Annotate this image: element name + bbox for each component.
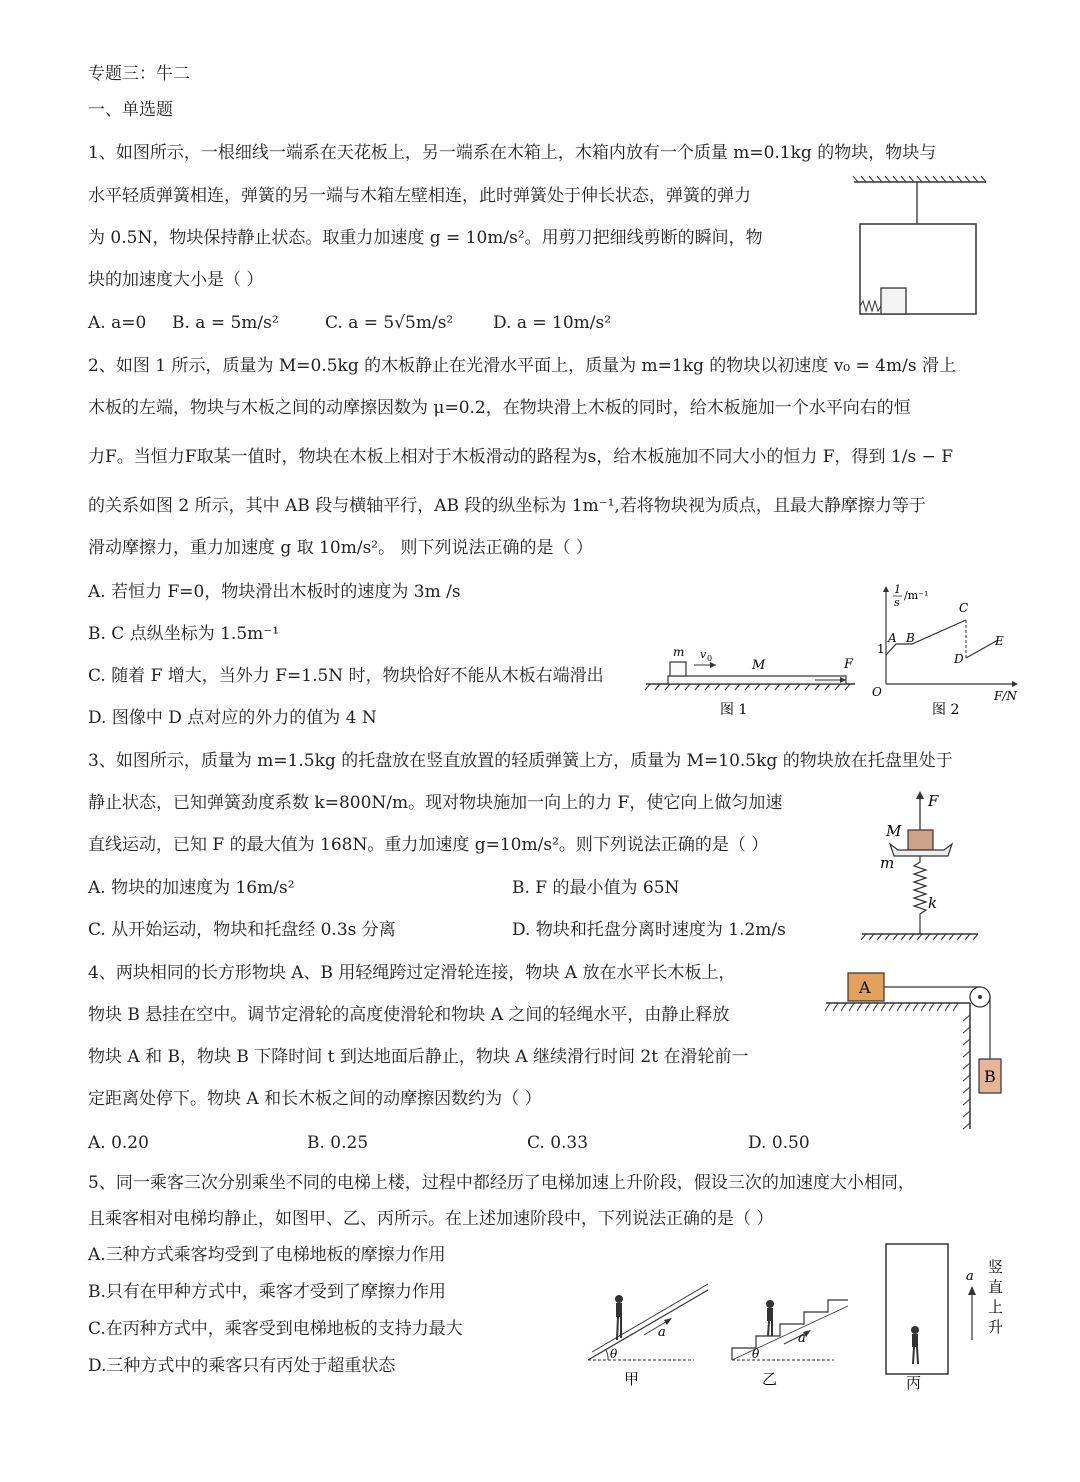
q3-spring-tray-figure — [860, 786, 990, 944]
q1-option-d: D. a = 10m/s² — [493, 313, 612, 333]
q2-line5: 滑动摩擦力，重力加速度 g 取 10m/s²。 则下列说法正确的是（ ） — [88, 538, 593, 558]
q1-line3: 为 0.5N，物块保持静止状态。取重力加速度 g = 10m/s²。用剪刀把细线剪断的瞬间，物 — [88, 228, 763, 248]
q2-option-c: C. 随着 F 增大，当外力 F=1.5N 时，物块恰好不能从木板右端滑出 — [88, 666, 604, 686]
q3-line3: 直线运动，已知 F 的最大值为 168N。重力加速度 g=10m/s²。则下列说法正确的是（ ） — [88, 835, 769, 855]
svg-text:1: 1 — [877, 642, 885, 656]
svg-text:/m⁻¹: /m⁻¹ — [904, 589, 929, 602]
svg-text:甲: 甲 — [624, 1370, 640, 1388]
svg-text:v: v — [700, 648, 707, 661]
q3-option-b: B. F 的最小值为 65N — [512, 878, 680, 898]
page-title: 专题三：牛二 — [88, 64, 190, 84]
q5-option-b: B.只有在甲种方式中，乘客才受到了摩擦力作用 — [88, 1282, 446, 1302]
svg-text:A: A — [888, 631, 897, 645]
q2-option-d: D. 图像中 D 点对应的外力的值为 4 N — [88, 708, 377, 728]
q4-line4: 定距离处停下。物块 A 和长木板之间的动摩擦因数约为（ ） — [88, 1089, 542, 1109]
spring — [914, 856, 926, 934]
escalator-jia — [588, 1284, 708, 1388]
q4-pulley-figure — [822, 965, 1004, 1135]
q2-line4: 的关系如图 2 所示，其中 AB 段与横轴平行，AB 段的纵坐标为 1m⁻¹,若将物块视为质点，且最大静摩擦力等于 — [88, 496, 926, 516]
q3-option-d: D. 物块和托盘分离时速度为 1.2m/s — [512, 920, 786, 940]
spring — [860, 301, 881, 311]
q3-line2: 静止状态，已知弹簧劲度系数 k=800N/m。现对物块施加一向上的力 F，使它向上做匀加速 — [88, 793, 783, 813]
elevator-bing — [886, 1244, 1003, 1390]
q5-option-d: D.三种方式中的乘客只有丙处于超重状态 — [88, 1356, 396, 1376]
svg-text:乙: 乙 — [762, 1370, 778, 1388]
svg-text:F: F — [928, 792, 939, 810]
svg-text:a: a — [658, 1325, 666, 1340]
q3-option-a: A. 物块的加速度为 16m/s² — [88, 878, 295, 898]
q4-option-b: B. 0.25 — [307, 1133, 369, 1153]
svg-text:a: a — [966, 1269, 974, 1284]
q1-option-a: A. a=0 — [88, 313, 147, 333]
q1-option-b: B. a = 5m/s² — [172, 313, 279, 333]
q5-line2: 且乘客相对电梯均静止，如图甲、乙、丙所示。在上述加速阶段中，下列说法正确的是（ ） — [88, 1209, 774, 1229]
svg-text:0: 0 — [707, 654, 713, 663]
svg-text:F/N: F/N — [994, 689, 1017, 703]
svg-text:D: D — [954, 652, 964, 666]
svg-text:m: m — [880, 854, 895, 872]
svg-text:图 2: 图 2 — [932, 702, 960, 718]
q3-line1: 3、如图所示，质量为 m=1.5kg 的托盘放在竖直放置的轻质弹簧上方，质量为 M=10.5kg 的物块放在托盘里处于 — [88, 751, 953, 771]
q2-option-a: A. 若恒力 F=0，物块滑出木板时的速度为 3m /s — [88, 582, 461, 602]
q2-option-b: B. C 点纵坐标为 1.5m⁻¹ — [88, 624, 280, 644]
q1-line1: 1、如图所示，一根细线一端系在天花板上，另一端系在木箱上，木箱内放有一个质量 m=0.1kg 的物块，物块与 — [88, 143, 937, 163]
block — [670, 662, 686, 676]
q3-option-c: C. 从开始运动，物块和托盘经 0.3s 分离 — [88, 920, 396, 940]
svg-text:O: O — [872, 685, 882, 699]
svg-text:C: C — [959, 601, 969, 615]
q5-elevators-figure — [584, 1240, 1014, 1390]
q5-line1: 5、同一乘客三次分别乘坐不同的电梯上楼，过程中都经历了电梯加速上升阶段，假设三次的加速度大小相同， — [88, 1173, 915, 1193]
svg-text:F: F — [844, 657, 854, 672]
svg-text:1: 1 — [894, 583, 901, 596]
svg-text:s: s — [894, 596, 900, 609]
block — [881, 288, 906, 314]
svg-text:B: B — [984, 1067, 996, 1086]
q2-figure1 — [640, 640, 865, 722]
svg-text:a: a — [798, 1331, 806, 1346]
svg-text:M: M — [752, 658, 766, 673]
q4-option-c: C. 0.33 — [527, 1133, 589, 1153]
svg-text:竖: 竖 — [988, 1258, 1004, 1276]
svg-text:直: 直 — [988, 1278, 1004, 1296]
svg-text:M: M — [886, 822, 902, 840]
escalator-yi — [732, 1300, 848, 1388]
q4-option-a: A. 0.20 — [88, 1133, 149, 1153]
q1-box-figure — [850, 172, 990, 322]
svg-text:A: A — [859, 978, 871, 997]
q5-option-c: C.在丙种方式中，乘客受到电梯地板的支持力最大 — [88, 1319, 463, 1339]
wooden-box — [860, 224, 976, 314]
q2-line2: 木板的左端，物块与木板之间的动摩擦因数为 μ=0.2，在物块滑上木板的同时，给木板施加一个水平向右的恒 — [88, 398, 911, 418]
q5-option-a: A.三种方式乘客均受到了电梯地板的摩擦力作用 — [88, 1245, 446, 1265]
svg-text:m: m — [673, 645, 685, 659]
svg-text:上: 上 — [988, 1298, 1004, 1316]
q2-line3: 力F。当恒力F取某一值时，物块在木板上相对于木板滑动的路程为s，给木板施加不同大小的恒力 F，得到 1/s − F — [88, 447, 954, 467]
q1-line2: 水平轻质弹簧相连，弹簧的另一端与木箱左壁相连，此时弹簧处于伸长状态，弹簧的弹力 — [88, 186, 751, 206]
svg-text:丙: 丙 — [906, 1374, 922, 1390]
svg-text:k: k — [928, 894, 938, 912]
q1-line4: 块的加速度大小是（ ） — [88, 270, 264, 290]
svg-text:θ: θ — [610, 1347, 618, 1361]
svg-text:B: B — [906, 631, 915, 645]
block-M — [908, 830, 933, 850]
svg-text:E: E — [995, 634, 1004, 648]
q4-option-d: D. 0.50 — [748, 1133, 810, 1153]
q4-line2: 物块 B 悬挂在空中。调节定滑轮的高度使滑轮和物块 A 之间的轻绳水平，由静止释放 — [88, 1005, 730, 1025]
q1-option-c: C. a = 5√5m/s² — [325, 313, 454, 333]
svg-text:图 1: 图 1 — [720, 702, 748, 718]
graph-line — [886, 620, 966, 655]
q2-line1: 2、如图 1 所示，质量为 M=0.5kg 的木板静止在光滑水平面上，质量为 m=1kg 的物块以初速度 v₀ = 4m/s 滑上 — [88, 356, 956, 376]
svg-text:升: 升 — [988, 1318, 1004, 1336]
q2-figure2-graph — [866, 578, 1026, 720]
svg-text:θ: θ — [752, 1347, 760, 1361]
section-heading: 一、单选题 — [88, 100, 173, 120]
q4-line3: 物块 A 和 B，物块 B 下降时间 t 到达地面后静止，物块 A 继续滑行时间 2t 在滑轮前一 — [88, 1047, 749, 1067]
q4-line1: 4、两块相同的长方形物块 A、B 用轻绳跨过定滑轮连接，物块 A 放在水平长木板上， — [88, 963, 736, 983]
